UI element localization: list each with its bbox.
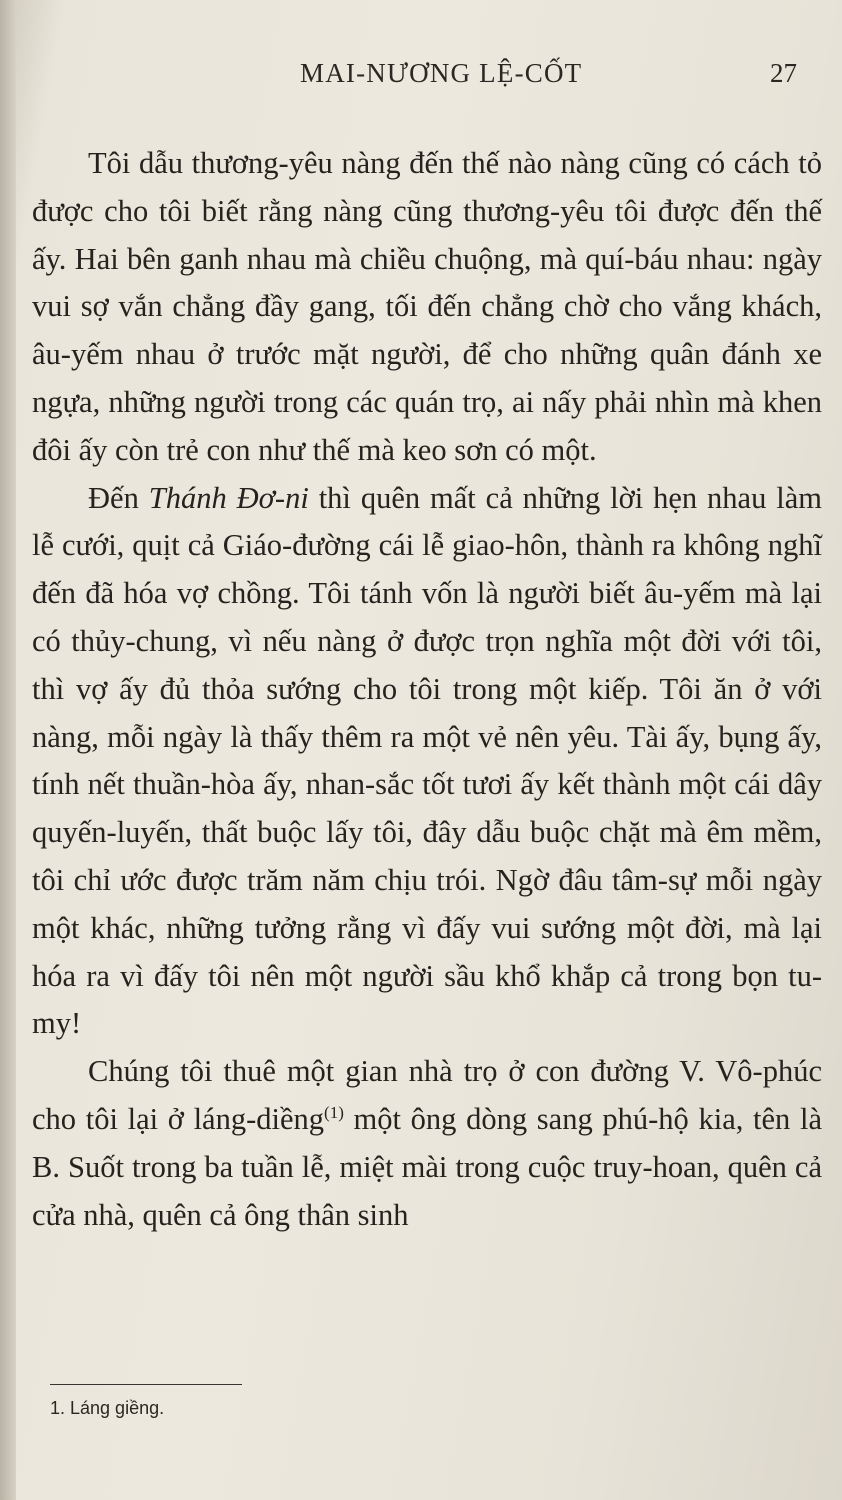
paragraph-1 [32, 140, 822, 475]
running-title: MAI-NƯƠNG LỆ-CỐT [300, 58, 583, 88]
page-gutter-edge [0, 0, 16, 1500]
paragraph-3 [32, 1048, 822, 1239]
paragraph-2-lead: Đến [88, 480, 149, 515]
paragraph-2-rest: thì quên mất cả những lời hẹn nhau làm lễ cưới, quịt cả Giáo-đường cái lễ giao-hôn, thành ra không nghĩ đến đã hóa vợ chồng. Tôi tánh vốn là người biết âu-yếm mà lại có thủy-chung, vì nếu nàng ở được trọn nghĩa một đời với tôi, thì vợ ấy đủ thỏa sướng cho tôi trong một kiếp. Tôi ăn ở với nàng, mỗi ngày là thấy thêm ra một vẻ nên yêu. Tài ấy, bụng ấy, tính nết thuần-hòa ấy, nhan-sắc tốt tươi ấy kết thành một cái dây quyến-luyến, thất buộc lấy tôi, đây dẫu buộc chặt mà êm mềm, tôi chỉ ước được trăm năm chịu trói. Ngờ đâu tâm-sự mỗi ngày một khác, những tưởng rằng vì đấy vui sướng một đời, mà lại hóa ra vì đấy tôi nên một người sầu khổ khắp cả trong bọn tu-my! [32, 480, 822, 1041]
paragraph-3-rest: một ông dòng sang phú-hộ kia, tên là B. Suốt trong ba tuần lễ, miệt mài trong cuộc truy-hoan, quên cả cửa nhà, quên cả ông thân sinh [32, 1101, 823, 1232]
paragraph-1-text: Tôi dẫu thương-yêu nàng đến thế nào nàng cũng có cách tỏ được cho tôi biết rằng nàng cũng thương-yêu tôi được đến thế ấy. Hai bên ganh nhau mà chiều chuộng, mà quí-báu nhau: ngày vui sợ vắn chẳng đầy gang, tối đến chẳng chờ cho vắng khách, âu-yếm nhau ở trước mặt người, để cho những quân đánh xe ngựa, những người trong các quán trọ, ai nấy phải nhìn mà khen đôi ấy còn trẻ con như thế mà keo sơn có một. [32, 146, 822, 467]
body-text [32, 140, 822, 1239]
footnote: 1. Láng giềng. [50, 1398, 165, 1418]
page-number: 27 [770, 58, 797, 88]
paragraph-3-lead: Chúng tôi thuê một gian nhà trọ ở con đường V. Vô-phúc cho tôi lại ở láng-diềng [32, 1054, 822, 1136]
footnote-divider [50, 1384, 242, 1385]
paragraph-2-italic: Thánh Đơ-ni [148, 480, 309, 515]
footnote-reference: (1) [324, 1102, 344, 1122]
paragraph-2 [32, 475, 822, 1049]
